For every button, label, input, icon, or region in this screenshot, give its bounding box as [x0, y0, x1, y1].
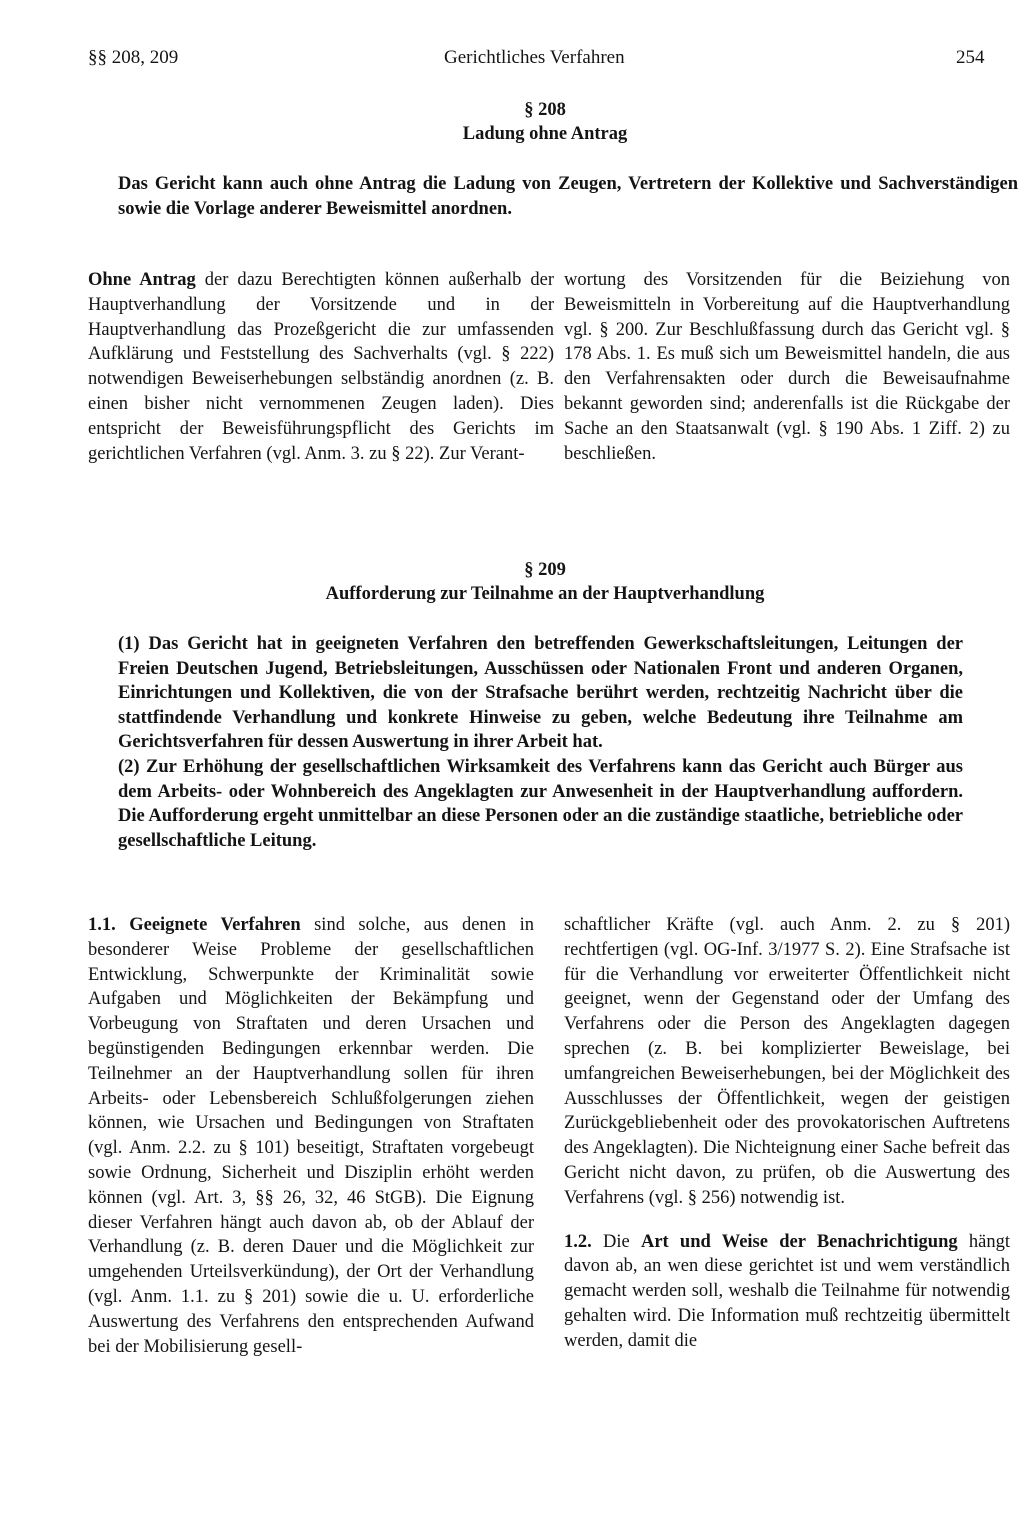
header-title: Gerichtliches Verfahren: [444, 47, 625, 68]
note-text: hängt davon ab, an wen diese gerichtet ist und wem verständlich gemacht werden soll, weshalb die Teilnahme für notwendig gehalten wird. Die Information muß rechtzeitig übermittelt werden, damit die: [564, 1231, 1010, 1351]
comment-lead: Ohne Antrag: [88, 270, 196, 290]
section-208-number: § 208: [524, 100, 566, 120]
note-lead: Geeignete Verfahren: [129, 915, 301, 935]
note-1-2: [564, 1230, 1010, 1354]
comment-text: der dazu Berechtigten können außerhalb der Hauptverhandlung der Vorsitzende und in der Hauptverhandlung das Prozeßgericht die zur umfassenden Aufklärung und Feststellung des Sachverhalts (vgl. § 222) notwendigen Beweiserhebungen selbständig anordnen (z. B. einen bisher nicht vernommenen Zeugen laden). Dies entspricht der Beweisführungspflicht des Gerichts im gerichtlichen Verfahren (vgl. Anm. 3. zu § 22). Zur Verant-: [88, 270, 554, 464]
comment-209-right-column: [564, 913, 1010, 1373]
note-1-1-continued: schaftlicher Kräfte (vgl. auch Anm. 2. zu § 201) rechtfertigen (vgl. OG-Inf. 3/1977 S. 2). Eine Strafsache ist für die Verhandlung vor erweiterter Öffentlichkeit nicht geeignet, wenn der Gegenstand oder der Umfang des Verfahrens oder die Person des Angeklagten dagegen sprechen (z. B. bei komplizierter Beweislage, bei umfangreichen Beweiserhebungen, bei der Möglichkeit des Ausschlusses der Öffentlichkeit, wegen der geistigen Zurückgebliebenheit oder des provokatorischen Auftretens des Angeklagten). Die Nichteignung einer Sache befreit das Gericht nicht davon, zu prüfen, ob die Auswertung des Verfahrens (vgl. § 256) notwendig ist.: [564, 915, 1010, 1208]
section-209-number: § 209: [524, 560, 566, 580]
note-1-1: [88, 913, 534, 1359]
note-text: Die: [591, 1231, 641, 1252]
section-209-law-text: [118, 632, 963, 853]
page-number: 254: [956, 47, 985, 68]
comment-209-left-column: [88, 913, 534, 1378]
comment-paragraph: wortung des Vorsitzenden für die Beiziehung von Beweismitteln in Vorbereitung auf die Hauptverhandlung vgl. § 200. Zur Beschlußfassung durch das Gericht vgl. § 178 Abs. 1. Es muß sich um Beweismittel handeln, die aus den Verfahrensakten oder durch die Beweisaufnahme bekannt geworden sind; anderenfalls ist die Rückgabe der Sache an den Staatsanwalt (vgl. § 190 Abs. 1 Ziff. 2) zu beschließen.: [564, 270, 1010, 464]
header-section-ref: §§ 208, 209: [88, 47, 179, 68]
section-208-title: Ladung ohne Antrag: [462, 124, 628, 144]
law-paragraph: Das Gericht kann auch ohne Antrag die Ladung von Zeugen, Vertretern der Kollektive und Sachverständigen sowie die Vorlage anderer Beweismittel anordnen.: [118, 174, 1018, 219]
note-text: sind solche, aus denen in besonderer Weise Probleme der gesellschaftlichen Entwicklung, Schwerpunkte der Kriminalität sowie Aufgaben und Möglichkeiten der Bekämpfung und Vorbeugung von Straftaten und deren Ursachen und begünstigenden Bedingungen erkennbar werden. Die Teilnehmer an der Hauptverhandlung sollen für ihren Arbeits- oder Lebensbereich Schlußfolgerungen ziehen können, wie Ursachen und Bedingungen von Straftaten (vgl. Anm. 2.2. zu § 101) beseitigt, Straftaten vorgebeugt sowie Ordnung, Sicherheit und Disziplin erhöht werden können (vgl. Art. 3, §§ 26, 32, 46 StGB). Die Eignung dieser Verfahren hängt auch davon ab, ob der Ablauf der Verhandlung (z. B. deren Dauer und die Möglichkeit zur umgehenden Urteilsverkündung), der Ort der Verhandlung (vgl. Anm. 1.1. zu § 201) sowie die u. U. erforderliche Auswertung des Verfahrens den entsprechenden Aufwand bei der Mobilisierung gesell-: [88, 915, 534, 1357]
comment-208-left-column: [88, 268, 554, 485]
note-lead: Art und Weise der Benachrichtigung: [640, 1231, 958, 1252]
note-number: 1.1.: [88, 915, 116, 935]
section-208-law-text: [118, 172, 1018, 221]
comment-paragraph: [88, 268, 554, 466]
note-number: 1.2.: [564, 1231, 592, 1252]
law-paragraph-1: (1) Das Gericht hat in geeigneten Verfahren den betreffenden Gewerkschaftsleitungen, Leitungen der Freien Deutschen Jugend, Betriebsleitungen, Ausschüssen oder Nationalen Front und anderen Organen, Einrichtungen und Kollektiven, die von der Strafsache berührt werden, rechtzeitig Nachricht über die stattfindende Verhandlung und konkrete Hinweise zu geben, welche Bedeutung ihre Teilnahme am Gerichtsverfahren für dessen Auswertung in ihrer Arbeit hat.: [118, 634, 963, 753]
section-209-title: Aufforderung zur Teilnahme an der Hauptverhandlung: [325, 584, 765, 604]
comment-208-right-column: [564, 268, 1010, 485]
law-paragraph-2: (2) Zur Erhöhung der gesellschaftlichen Wirksamkeit des Verfahrens kann das Gericht auch Bürger aus dem Arbeits- oder Wohnbereich des Angeklagten zur Anwesenheit in der Hauptverhandlung auffordern. Die Aufforderung ergeht unmittelbar an diese Personen oder an die zuständige staatliche, betriebliche oder gesellschaftliche Leitung.: [118, 756, 963, 851]
